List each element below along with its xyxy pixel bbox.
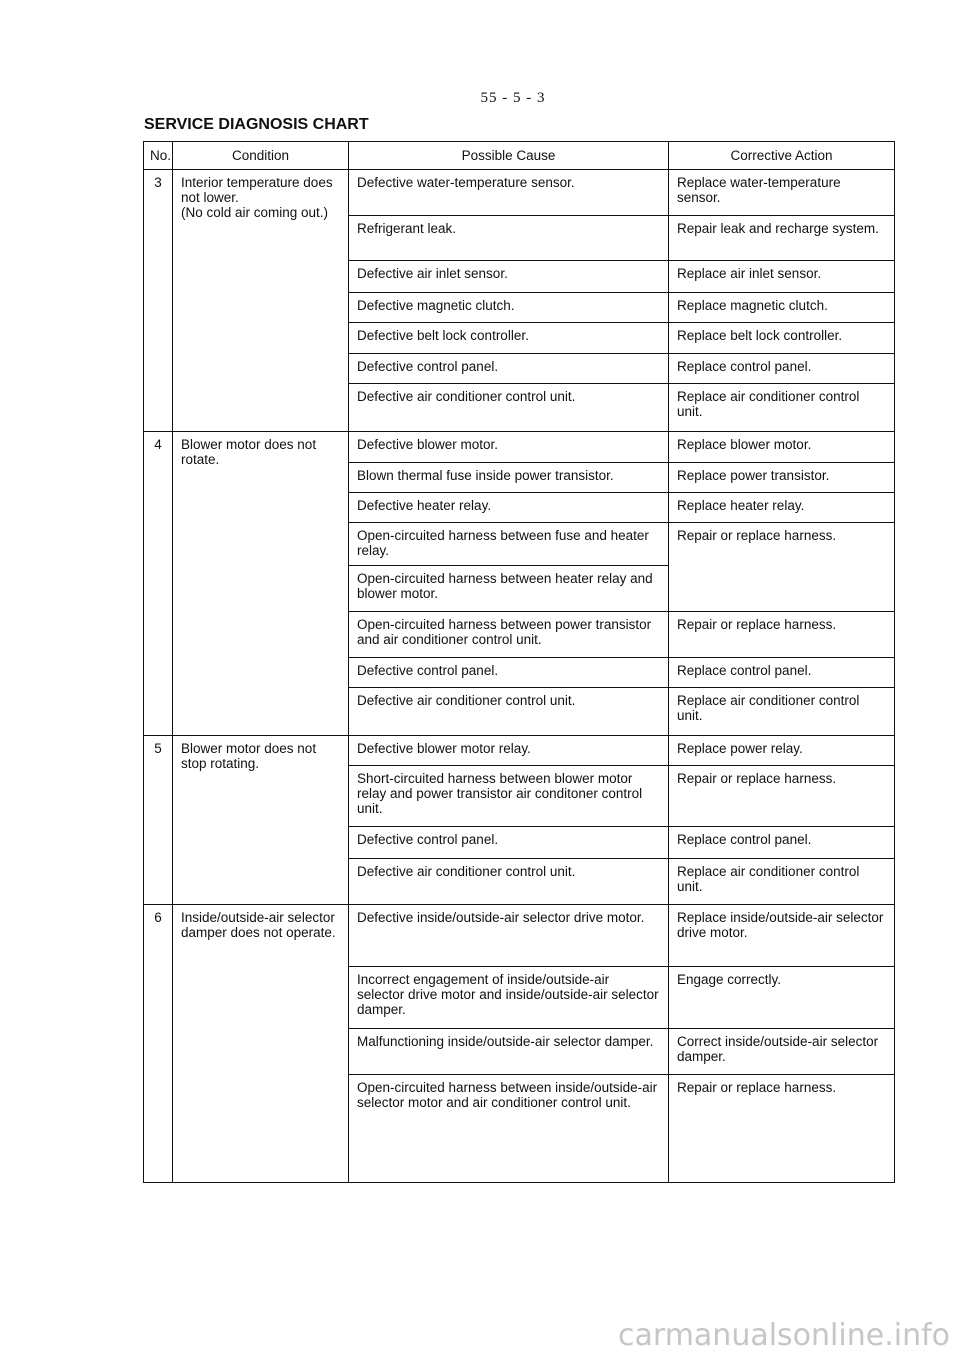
possible-cause-cell: Defective air conditioner control unit. (349, 384, 669, 432)
possible-cause-cell: Open-circuited harness between power transistor and air conditioner control unit. (349, 612, 669, 658)
corrective-action-cell: Replace power transistor. (669, 463, 895, 493)
table-row (144, 432, 895, 463)
page-number: 55 - 5 - 3 (480, 90, 546, 106)
corrective-action-cell: Replace control panel. (669, 354, 895, 384)
possible-cause-cell: Defective air conditioner control unit. (349, 859, 669, 905)
possible-cause-cell: Defective control panel. (349, 354, 669, 384)
corrective-action-cell: Replace magnetic clutch. (669, 293, 895, 323)
condition-cell: Interior temperature does not lower. (No cold air coming out.) (173, 170, 349, 432)
corrective-action-cell: Replace belt lock controller. (669, 323, 895, 354)
item-number: 3 (144, 170, 173, 432)
corrective-action-cell: Replace air conditioner control unit. (669, 859, 895, 905)
item-number: 5 (144, 736, 173, 905)
corrective-action-cell: Repair or replace harness. (669, 1075, 895, 1183)
corrective-action-cell: Engage correctly. (669, 967, 895, 1029)
table-row (144, 170, 895, 216)
possible-cause-cell: Defective air conditioner control unit. (349, 688, 669, 736)
possible-cause-cell: Defective magnetic clutch. (349, 293, 669, 323)
corrective-action-cell: Replace water-temperature sensor. (669, 170, 895, 216)
possible-cause-cell: Defective control panel. (349, 658, 669, 688)
corrective-action-cell: Replace air conditioner control unit. (669, 384, 895, 432)
condition-cell: Blower motor does not stop rotating. (173, 736, 349, 905)
table-row (144, 736, 895, 766)
possible-cause-cell: Open-circuited harness between fuse and heater relay. (349, 523, 669, 566)
possible-cause-cell: Incorrect engagement of inside/outside-air selector drive motor and inside/outside-air selector damper. (349, 967, 669, 1029)
possible-cause-cell: Open-circuited harness between inside/outside-air selector motor and air conditioner control unit. (349, 1075, 669, 1183)
condition-cell: Blower motor does not rotate. (173, 432, 349, 736)
possible-cause-cell: Malfunctioning inside/outside-air selector damper. (349, 1029, 669, 1075)
corrective-action-cell: Replace inside/outside-air selector drive motor. (669, 905, 895, 967)
corrective-action-cell: Replace air inlet sensor. (669, 261, 895, 293)
corrective-action-cell: Replace control panel. (669, 658, 895, 688)
corrective-action-cell: Replace power relay. (669, 736, 895, 766)
service-diagnosis-table (143, 141, 895, 1183)
corrective-action-cell: Replace air conditioner control unit. (669, 688, 895, 736)
possible-cause-cell: Refrigerant leak. (349, 216, 669, 261)
possible-cause-cell: Defective belt lock controller. (349, 323, 669, 354)
possible-cause-cell: Short-circuited harness between blower motor relay and power transistor air conditoner control unit. (349, 766, 669, 827)
header-no: No. (144, 142, 173, 170)
possible-cause-cell: Open-circuited harness between heater relay and blower motor. (349, 566, 669, 612)
corrective-action-cell: Replace blower motor. (669, 432, 895, 463)
corrective-action-cell: Repair or replace harness. (669, 766, 895, 827)
item-number: 6 (144, 905, 173, 1183)
chart-title: SERVICE DIAGNOSIS CHART (144, 116, 369, 133)
possible-cause-cell: Defective control panel. (349, 827, 669, 859)
possible-cause-cell: Defective blower motor relay. (349, 736, 669, 766)
header-possible-cause: Possible Cause (349, 142, 669, 170)
corrective-action-cell: Replace heater relay. (669, 493, 895, 523)
corrective-action-cell: Repair or replace harness. (669, 523, 895, 612)
possible-cause-cell: Defective blower motor. (349, 432, 669, 463)
corrective-action-cell: Repair or replace harness. (669, 612, 895, 658)
possible-cause-cell: Defective water-temperature sensor. (349, 170, 669, 216)
header-corrective-action: Corrective Action (669, 142, 895, 170)
possible-cause-cell: Blown thermal fuse inside power transistor. (349, 463, 669, 493)
condition-cell: Inside/outside-air selector damper does not operate. (173, 905, 349, 1183)
header-condition: Condition (173, 142, 349, 170)
possible-cause-cell: Defective air inlet sensor. (349, 261, 669, 293)
possible-cause-cell: Defective heater relay. (349, 493, 669, 523)
possible-cause-cell: Defective inside/outside-air selector drive motor. (349, 905, 669, 967)
site-watermark: carmanualsonline.info (618, 1318, 950, 1353)
item-number: 4 (144, 432, 173, 736)
header-row (144, 142, 895, 170)
corrective-action-cell: Replace control panel. (669, 827, 895, 859)
corrective-action-cell: Correct inside/outside-air selector damper. (669, 1029, 895, 1075)
corrective-action-cell: Repair leak and recharge system. (669, 216, 895, 261)
table-row (144, 905, 895, 967)
